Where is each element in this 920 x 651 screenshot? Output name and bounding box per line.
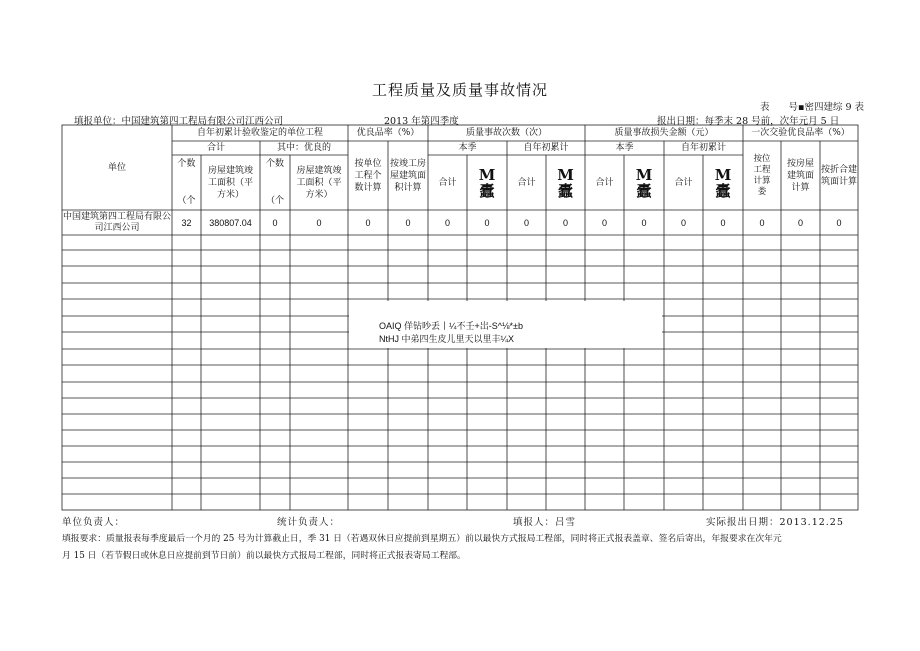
filler-label: 填报人：吕雪 [513, 517, 577, 528]
header-unit: 单位 [107, 162, 126, 173]
overlay-text-block [349, 301, 662, 348]
table-cell: 0 [444, 217, 450, 228]
table-cell: 0 [797, 217, 803, 228]
header-count-a-excellent: 个数 [265, 159, 284, 169]
header-loss-season-major: M 蠹 [635, 165, 653, 200]
table-cell: 0 [405, 217, 411, 228]
table-row-unit: 中国建筑第四工程局有限公司江西公司 [62, 211, 171, 233]
header-once-by-converted-area: 按折合建筑面计算 [821, 164, 858, 187]
overlay-line-2: NtHJ 中弟四生皮儿里天以里丰¼X [379, 334, 515, 344]
header-loss-ytd-major: M 蠹 [714, 165, 732, 200]
table-cell: 32 [181, 217, 192, 228]
header-count-season-total: 合计 [438, 177, 457, 188]
header-once-by-unit: 按位工程计算娄 [753, 153, 771, 197]
header-accepted-projects: 自年初累计验收鉴定的单位工程 [196, 128, 323, 138]
header-area-total: 房屋建筑竣工面积（平方米） [207, 165, 253, 200]
header-count-this-season: 本季 [458, 143, 477, 153]
notes-line-1: 填报要求：质量报表每季度最后一个月的 25 号为计算截止日，季 31 日（若遇双休日应提前到星期五）前以最快方式报局工程部，同时将正式报表盖章、签名后寄出，年报要求在次年元 [62, 534, 782, 544]
header-count-season-major: M 蠹 [478, 165, 496, 200]
header-count-ytd-total: 合计 [517, 177, 536, 188]
header-loss-ytd: 自年初累计 [680, 143, 726, 153]
table-cell: 0 [562, 217, 568, 228]
table-cell: 0 [836, 217, 842, 228]
header-count-b: （个 [177, 196, 196, 206]
notes-line-2: 月 15 日（若节假日或休息日应提前到节日前）前以最快方式报局工程部，同时将正式报表寄局工程部。 [62, 551, 466, 561]
header-total: 合计 [206, 143, 225, 153]
stat-head-label: 统计负责人： [277, 517, 341, 528]
page-title: 工程质量及质量事故情况 [371, 81, 548, 99]
header-count-ytd-major: M 蠹 [557, 165, 574, 200]
header-count-ytd: 自年初累计 [523, 143, 569, 153]
header-count-b-excellent: （个 [265, 196, 284, 206]
header-area-excellent: 房屋建筑竣工面积（平方米） [296, 165, 342, 200]
header-once-by-area: 按房屋建筑面计算 [786, 158, 814, 193]
header-loss-ytd-total: 合计 [674, 177, 693, 188]
table-cell: 0 [641, 217, 647, 228]
header-rate-by-area: 按竣工房屋建筑面积计算 [390, 158, 427, 193]
header-accident-loss: 质量事故损失金额（元） [614, 128, 714, 138]
header-of-which-excellent: 其中：优良的 [276, 143, 331, 153]
header-first-pass-rate: 一次交验优良品率（%） [751, 128, 850, 138]
report-deadline: 报出日期：每季末 28 号前，次年元月 5 日 [657, 116, 840, 127]
form-code: 表 号▪密四建综 9 表 [760, 102, 865, 113]
table-cell: 0 [316, 217, 322, 228]
reporting-unit: 填报单位：中国建筑第四工程局有限公司江西公司 [74, 116, 284, 127]
table-cell: 0 [601, 217, 607, 228]
table-cell: 0 [365, 217, 371, 228]
report-period: 2013 年第四季度 [384, 116, 459, 127]
overlay-line-1: OAIQ 佯钻吵丢丨¼不壬+岀-S^⅛*±b [379, 321, 523, 331]
table-cell: 0 [680, 217, 686, 228]
header-loss-season-total: 合计 [595, 177, 614, 188]
table-cell: 0 [523, 217, 529, 228]
report-date: 实际报出日期：2013.12.25 [706, 517, 844, 528]
table-cell: 0 [272, 217, 278, 228]
table-cell: 0 [759, 217, 765, 228]
header-loss-this-season: 本季 [615, 143, 634, 153]
header-accident-count: 质量事故次数（次） [465, 128, 547, 138]
table-cell: 380807.04 [209, 217, 252, 228]
table-cell: 0 [720, 217, 726, 228]
header-excellent-rate: 优良品率（%） [356, 128, 420, 138]
header-rate-by-unit: 按单位工程个数计算 [354, 158, 382, 193]
header-count-a: 个数 [177, 159, 196, 169]
unit-head-label: 单位负责人： [62, 517, 126, 528]
table-cell: 0 [484, 217, 490, 228]
